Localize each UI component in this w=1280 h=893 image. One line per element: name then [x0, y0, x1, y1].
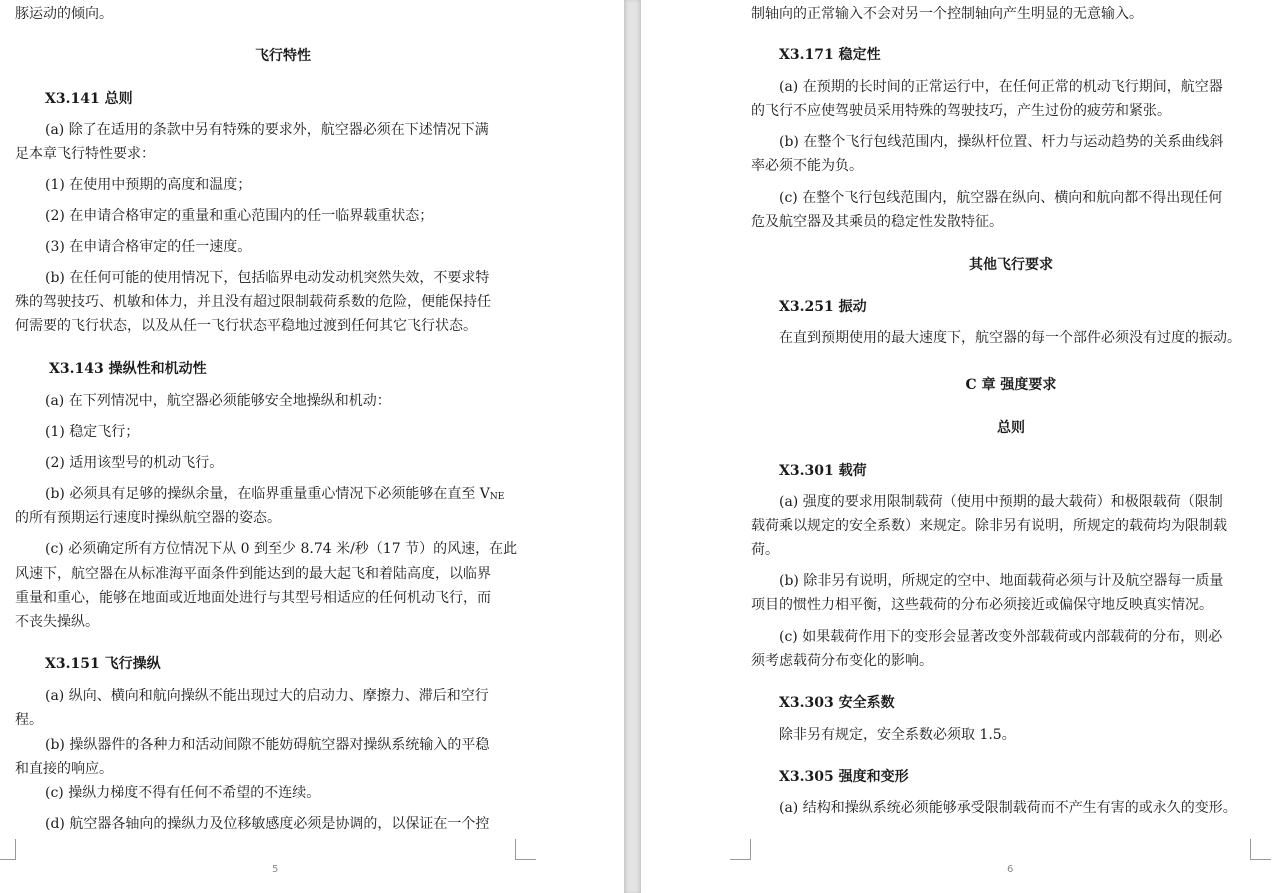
- text-line: (c) 必须确定所有方位情况下从 0 到至少 8.74 米/秒（17 节）的风速，在此: [45, 541, 518, 557]
- text-line: (b) 在任何可能的使用情况下，包括临界电动发动机突然失效，不要求特: [45, 270, 490, 286]
- text-line: (c) 在整个飞行包线范围内，航空器在纵向、横向和航向都不得出现任何: [779, 190, 1223, 206]
- text-line: 重量和重心，能够在地面或近地面处进行与其型号相适应的任何机动飞行，而: [15, 590, 491, 606]
- clause-heading: X3.303 安全系数: [779, 695, 895, 711]
- text-line: 殊的驾驶技巧、机敏和体力，并且没有超过限制载荷系数的危险，便能保持任: [15, 294, 491, 310]
- page-gutter: [624, 0, 641, 893]
- text-line: (2) 适用该型号的机动飞行。: [45, 455, 224, 471]
- text-line: 风速下，航空器在从标准海平面条件到能达到的最大起飞和着陆高度，以临界: [15, 566, 491, 582]
- text-line: (a) 强度的要求用限制载荷（使用中预期的最大载荷）和极限载荷（限制: [779, 494, 1223, 510]
- section-title: 飞行特性: [255, 48, 311, 64]
- text-line: 足本章飞行特性要求：: [15, 146, 155, 162]
- page-number: 5: [272, 864, 279, 875]
- text-line: (3) 在申请合格审定的任一速度。: [45, 239, 252, 255]
- text-line: (a) 纵向、横向和航向操纵不能出现过大的启动力、摩擦力、滞后和空行: [45, 688, 489, 704]
- text-line: (2) 在申请合格审定的重量和重心范围内的任一临界载重状态；: [45, 208, 434, 224]
- text-line-content: (b) 必须具有足够的操纵余量，在临界重量重心情况下必须能够在直至 V: [45, 486, 490, 502]
- chapter-title: C 章 强度要求: [965, 377, 1057, 393]
- text-line: (a) 结构和操纵系统必须能够承受限制载荷而不产生有害的或永久的变形。: [779, 800, 1237, 816]
- text-line: 制轴向的正常输入不会对另一个控制轴向产生明显的无意输入。: [751, 6, 1143, 22]
- section-title: 总则: [997, 420, 1025, 436]
- text-line: (a) 除了在适用的条款中另有特殊的要求外，航空器必须在下述情况下满: [45, 122, 489, 138]
- text-line: (b) 操纵器件的各种力和活动间隙不能妨碍航空器对操纵系统输入的平稳: [45, 737, 490, 753]
- page-margin-marker: [730, 839, 751, 860]
- page-margin-marker: [515, 839, 536, 860]
- clause-heading: X3.143 操纵性和机动性: [49, 361, 207, 377]
- clause-heading: X3.151 飞行操纵: [45, 656, 161, 672]
- text-line: (a) 在下列情况中，航空器必须能够安全地操纵和机动：: [45, 393, 391, 409]
- text-line: 程。: [15, 712, 43, 728]
- text-line: 载荷乘以规定的安全系数）来规定。除非另有说明，所规定的载荷均为限制载: [751, 518, 1227, 534]
- text-line: 的飞行不应使驾驶员采用特殊的驾驶技巧，产生过份的疲劳和紧张。: [751, 103, 1171, 119]
- section-title: 其他飞行要求: [969, 257, 1053, 273]
- text-line: (1) 稳定飞行；: [45, 424, 140, 440]
- text-line: 率必须不能为负。: [751, 158, 863, 174]
- clause-heading: X3.301 载荷: [779, 463, 867, 479]
- text-line: (1) 在使用中预期的高度和温度；: [45, 177, 252, 193]
- page-margin-marker: [0, 839, 16, 860]
- text-line: 豚运动的倾向。: [15, 6, 113, 22]
- text-line: (b) 在整个飞行包线范围内，操纵杆位置、杆力与运动趋势的关系曲线斜: [779, 134, 1224, 150]
- text-line: (d) 航空器各轴向的操纵力及位移敏感度必须是协调的，以保证在一个控: [45, 816, 490, 832]
- clause-heading: X3.171 稳定性: [779, 47, 881, 63]
- text-line: 在直到预期使用的最大速度下，航空器的每一个部件必须没有过度的振动。: [779, 330, 1241, 346]
- clause-heading: X3.251 振动: [779, 299, 867, 315]
- text-line: (b) 除非另有说明，所规定的空中、地面载荷必须与计及航空器每一质量: [779, 573, 1224, 589]
- clause-heading: X3.305 强度和变形: [779, 769, 909, 785]
- text-line: 除非另有规定，安全系数必须取 1.5。: [779, 727, 1016, 743]
- text-line: [45, 482, 504, 508]
- page-margin-marker: [1250, 839, 1271, 860]
- text-line: 须考虑载荷分布变化的影响。: [751, 653, 933, 669]
- vne-subscript: NE: [489, 492, 505, 502]
- text-line: (c) 如果载荷作用下的变形会显著改变外部载荷或内部载荷的分布，则必: [779, 629, 1223, 645]
- text-line: 的所有预期运行速度时操纵航空器的姿态。: [15, 510, 281, 526]
- text-line: 危及航空器及其乘员的稳定性发散特征。: [751, 214, 1003, 230]
- text-line: 和直接的响应。: [15, 761, 113, 777]
- document-page-6: [641, 0, 1280, 893]
- clause-heading: X3.141 总则: [45, 91, 133, 107]
- text-line: (c) 操纵力梯度不得有任何不希望的不连续。: [45, 785, 321, 801]
- text-line: 何需要的飞行状态，以及从任一飞行状态平稳地过渡到任何其它飞行状态。: [15, 318, 477, 334]
- text-line: 不丧失操纵。: [15, 614, 99, 630]
- text-line: 项目的惯性力相平衡，这些载荷的分布必须接近或偏保守地反映真实情况。: [751, 597, 1213, 613]
- document-page-5: [0, 0, 624, 893]
- text-line: 荷。: [751, 542, 779, 558]
- page-number: 6: [1007, 864, 1014, 875]
- text-line: (a) 在预期的长时间的正常运行中，在任何正常的机动飞行期间，航空器: [779, 79, 1223, 95]
